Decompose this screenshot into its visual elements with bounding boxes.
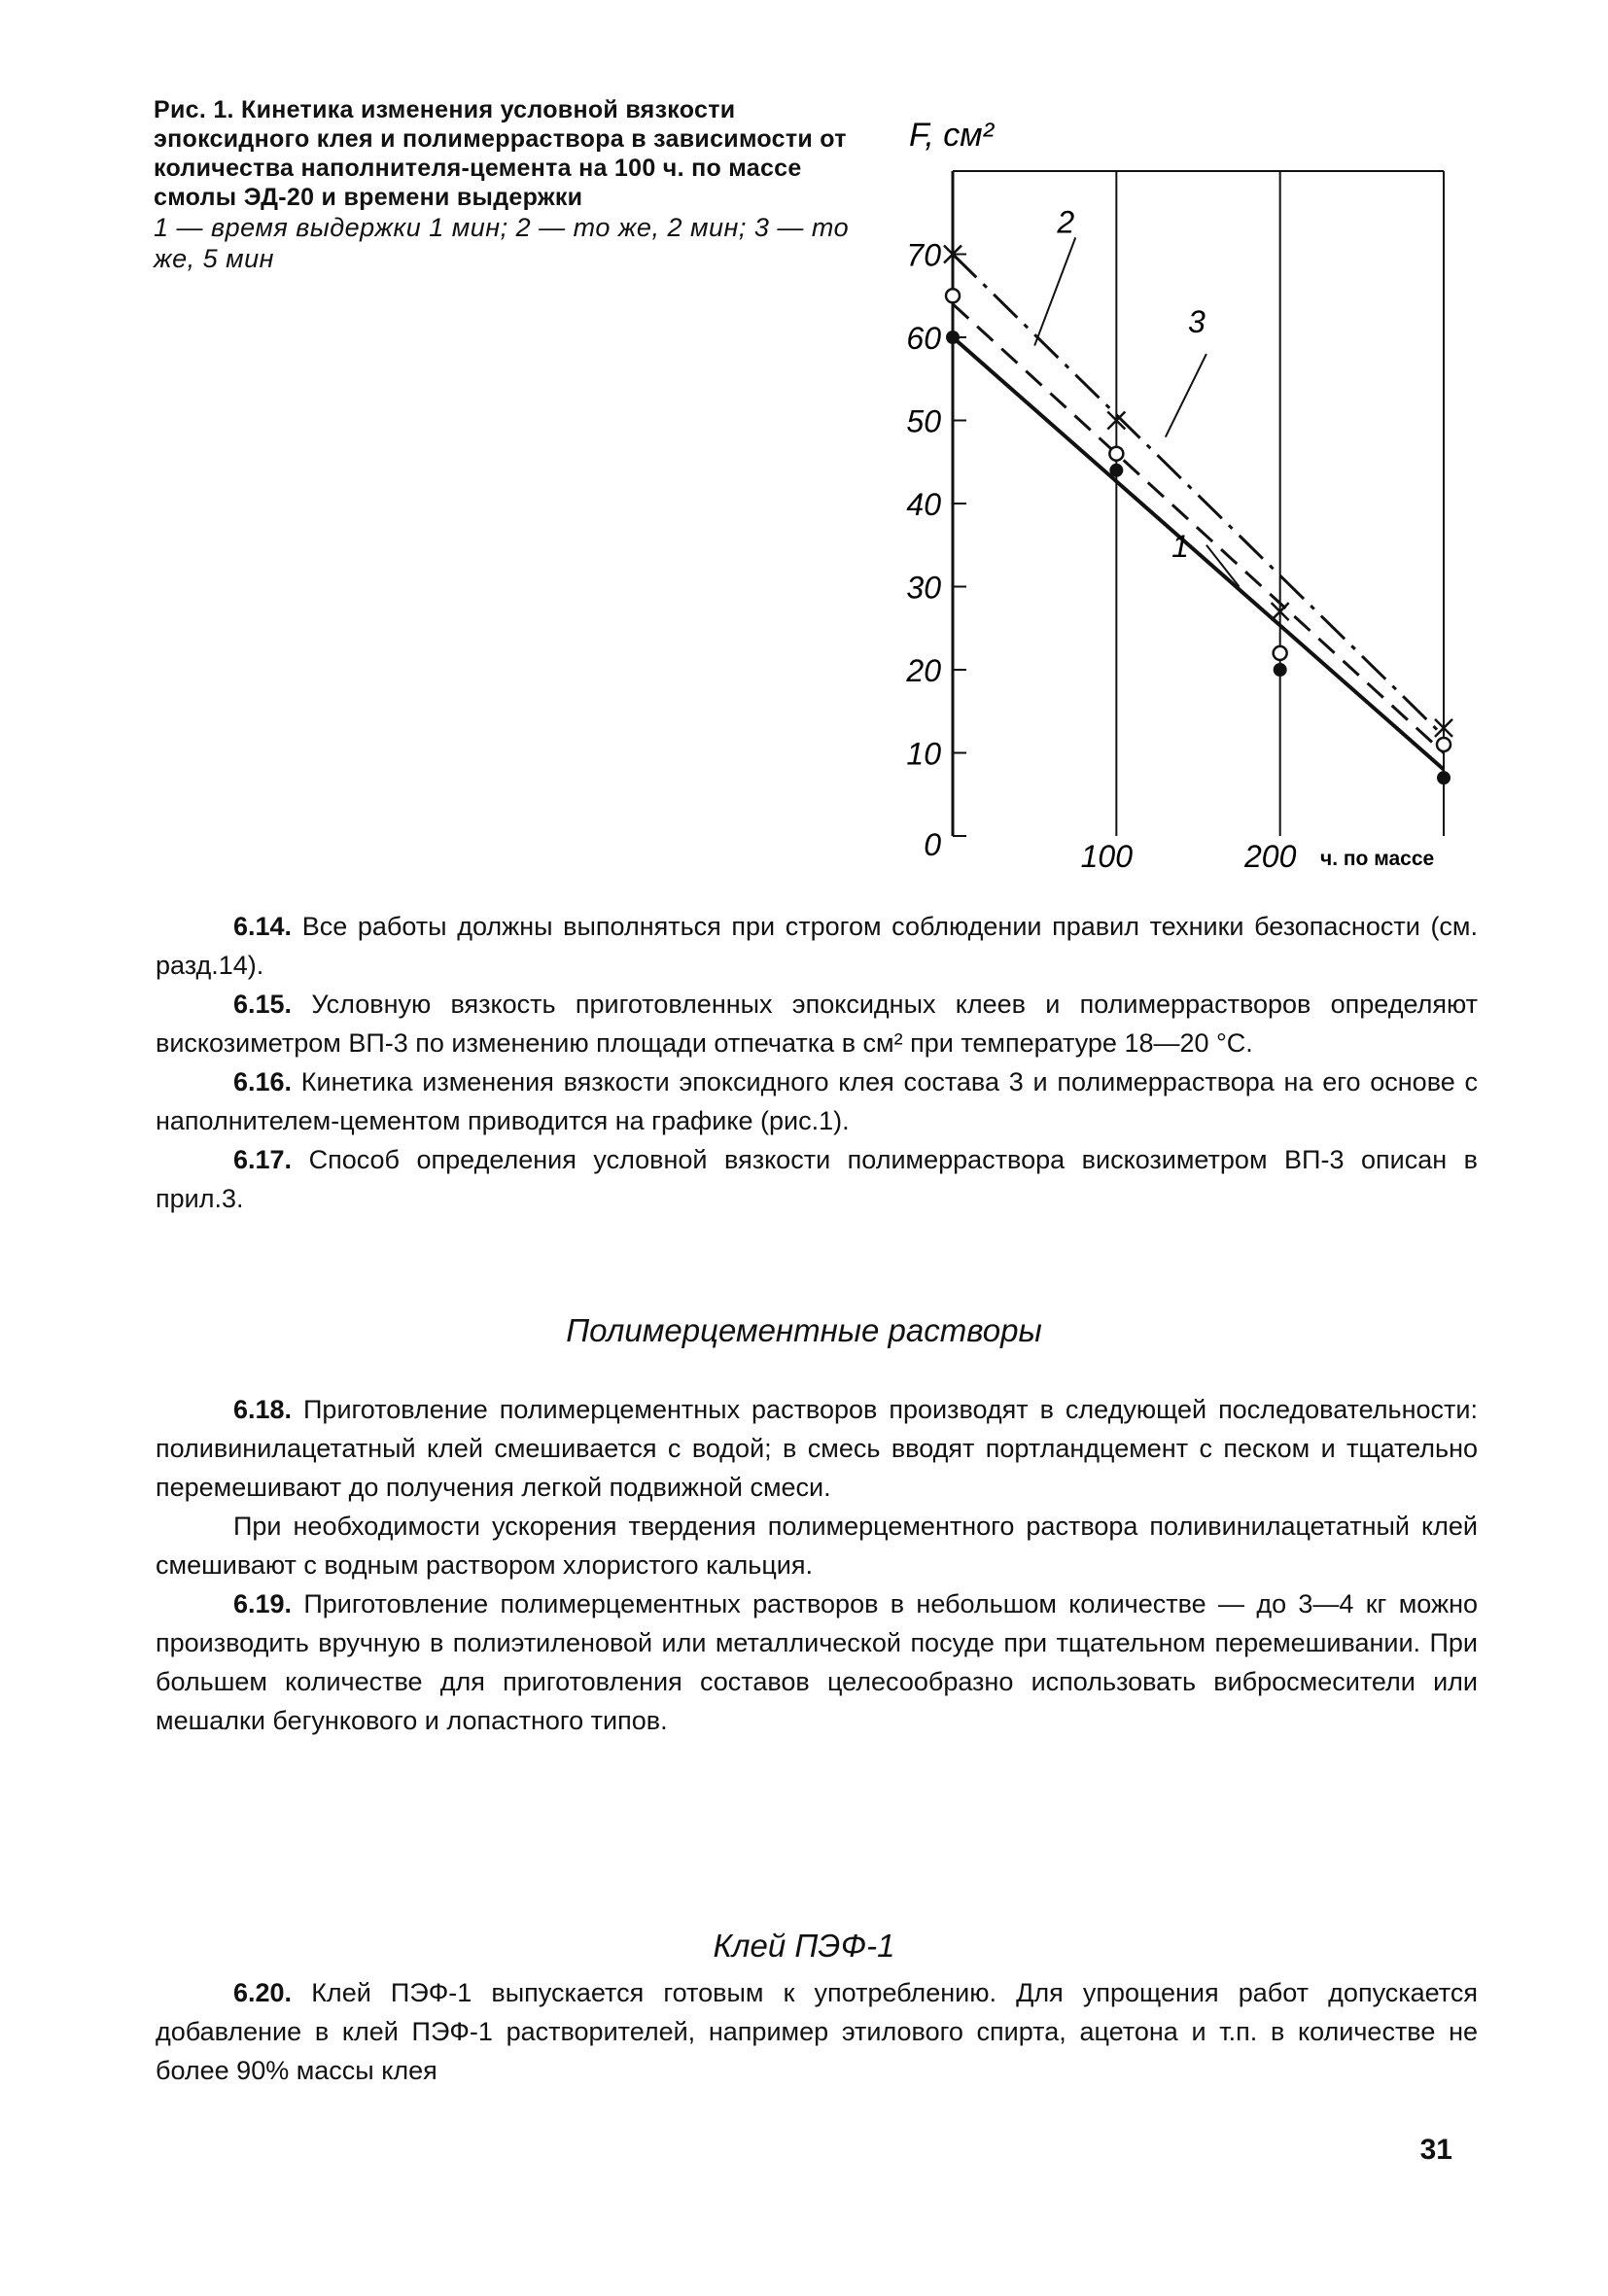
- paragraph-text: Условную вязкость приготовленных эпоксидных клеев и полимеррастворов определяют вискозиметром ВП-3 по изменению площади отпечатка в см² при температуре 18—20 °С.: [156, 990, 1478, 1058]
- paragraphs-6-14-6-17: [156, 907, 1478, 1218]
- paragraph-number: 6.15.: [233, 990, 293, 1019]
- series-1-point: [1109, 464, 1123, 477]
- series-1-point: [1274, 663, 1287, 677]
- series-2-point: [1274, 646, 1287, 660]
- y-tick-label: 10: [906, 736, 941, 772]
- paragraph-text: Все работы должны выполняться при строгом соблюдении правил техники безопасности (см. разд.14).: [156, 912, 1478, 980]
- paragraphs-6-18-6-19: [156, 1390, 1478, 1740]
- series-2-point: [1437, 738, 1451, 751]
- series-2-point: [1109, 447, 1123, 461]
- section-title-polymercement: Полимерцементные растворы: [566, 1312, 1042, 1348]
- series-1-point: [946, 330, 960, 344]
- section-title-pef1: Клей ПЭФ-1: [713, 1928, 895, 1964]
- paragraph-6-17: [156, 1140, 1478, 1218]
- paragraph-number: 6.17.: [233, 1145, 293, 1174]
- paragraph-text: Кинетика изменения вязкости эпоксидного клея состава 3 и полимерраствора на его основе с наполнителем-цементом приводится на графике (рис.1).: [156, 1067, 1478, 1135]
- paragraph-6-18: [156, 1390, 1478, 1507]
- figure-caption-title: Рис. 1. Кинетика изменения условной вязкости эпоксидного клея и полимерраствора в зависимости от количества наполнителя-цемента на 100 ч. по массе смолы ЭД-20 и времени выдержки: [154, 96, 847, 211]
- x-tick-label: 100: [1080, 839, 1134, 874]
- paragraph-text: Приготовление полимерцементных растворов производят в следующей последовательности: поливинилацетатный клей смешивается с водой; в смесь вводят портландцемент с песком и тщательно перемешивают до получения легкой подвижной смеси.: [156, 1395, 1478, 1502]
- paragraph-6-20: [156, 1973, 1478, 2090]
- series-1-line: [953, 337, 1444, 770]
- paragraph-number: 6.20.: [233, 1978, 293, 2007]
- series-2-point: [946, 289, 960, 302]
- chart-curve-labels: [1034, 204, 1239, 586]
- viscosity-chart: [856, 97, 1478, 894]
- paragraph-number: 6.14.: [233, 912, 293, 941]
- x-tick-label: 200: [1243, 839, 1297, 874]
- curve-label-3: 3: [1188, 303, 1206, 339]
- figure-caption-legend: 1 — время выдержки 1 мин; 2 — то же, 2 мин; 3 — то же, 5 мин: [154, 213, 850, 273]
- curve-label-leader: [1034, 237, 1075, 345]
- paragraph-text: Клей ПЭФ-1 выпускается готовым к употреблению. Для упрощения работ допускается добавление в клей ПЭФ-1 растворителей, например этилового спирта, ацетона и т.п. в количестве не более 90% массы клея: [156, 1978, 1478, 2085]
- series-1-point: [1437, 771, 1451, 784]
- paragraph-6-14: [156, 907, 1478, 985]
- page-number: 31: [1419, 2134, 1452, 2166]
- y-tick-label: 50: [906, 403, 941, 439]
- x-axis-label: ч. по массе: [1320, 848, 1435, 870]
- paragraph-6-15: [156, 985, 1478, 1062]
- chart-grid: [953, 171, 1444, 836]
- paragraph-text: Приготовление полимерцементных растворов в небольшом количестве — до 3—4 кг можно производить вручную в полиэтиленовой или металлической посуде при тщательном перемешивании. При большем количестве для приготовления составов целесообразно использовать вибросмесители или мешалки бегункового и лопастного типов.: [156, 1589, 1478, 1735]
- paragraph-6-19: [156, 1584, 1478, 1740]
- paragraph-6-16: [156, 1062, 1478, 1140]
- curve-label-2: 2: [1057, 204, 1075, 240]
- chart-tick-labels: [905, 238, 1296, 875]
- paragraph-text: Способ определения условной вязкости полимерраствора вискозиметром ВП-3 описан в прил.3.: [156, 1145, 1478, 1213]
- paragraph-number: 6.16.: [233, 1067, 293, 1096]
- paragraph-6-18-continued: При необходимости ускорения твердения полимерцементного раствора поливинилацетатный клей смешивают с водным раствором хлористого кальция.: [156, 1512, 1478, 1580]
- y-tick-label: 20: [906, 653, 941, 688]
- figure-caption: [154, 95, 854, 274]
- paragraph-number: 6.19.: [233, 1589, 293, 1618]
- curve-label-1: 1: [1171, 528, 1189, 564]
- y-tick-label: 30: [906, 570, 941, 606]
- y-tick-label: 60: [906, 321, 941, 356]
- y-axis-label: F, см²: [909, 117, 994, 154]
- y-tick-label: 40: [906, 487, 941, 522]
- curve-label-leader: [1166, 354, 1206, 437]
- paragraph-number: 6.18.: [233, 1395, 293, 1424]
- paragraph-6-20-block: [156, 1973, 1478, 2090]
- y-tick-label: 0: [924, 827, 941, 862]
- y-tick-label: 70: [906, 237, 941, 273]
